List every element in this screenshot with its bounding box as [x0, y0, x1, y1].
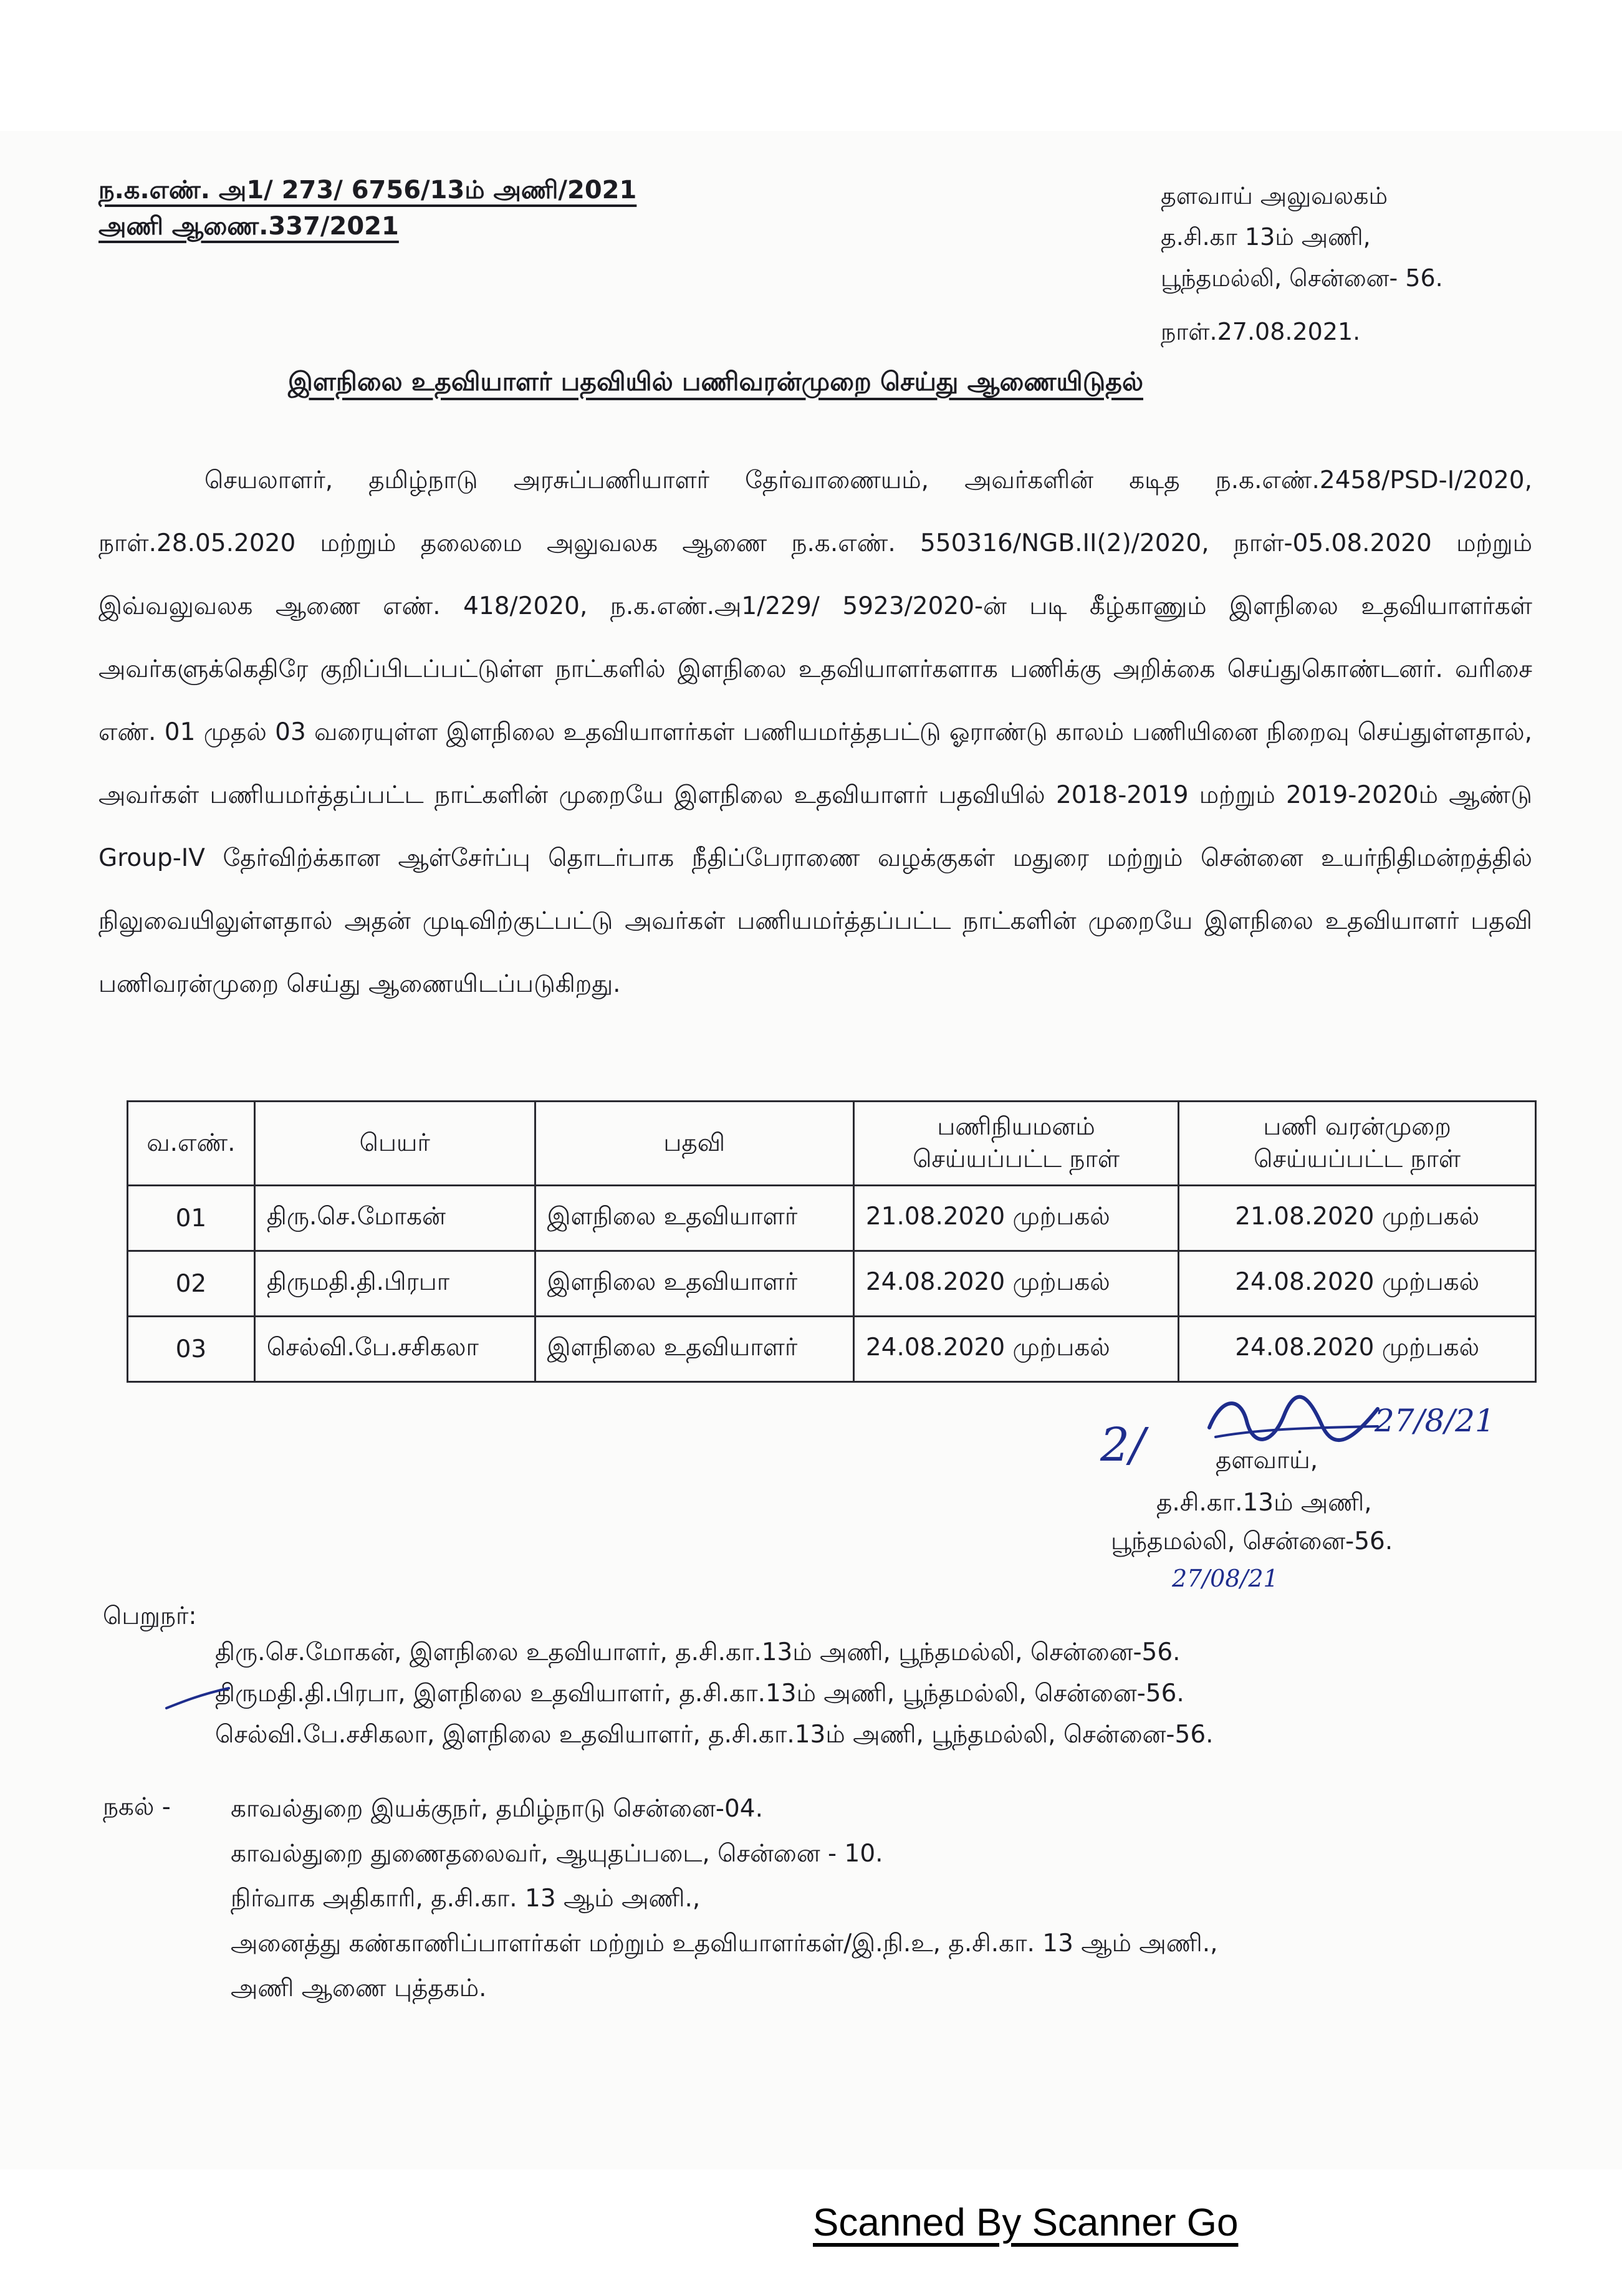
copy-item: நிர்வாக அதிகாரி, த.சி.கா. 13 ஆம் அணி., [231, 1885, 701, 1913]
body-paragraph [98, 449, 1532, 1016]
column-header-name: பெயர் [254, 1102, 535, 1186]
recipient-item: செல்வி.பே.சசிகலா, இளநிலை உதவியாளர், த.சி.கா.13ம் அணி, பூந்தமல்லி, சென்னை-56. [215, 1721, 1214, 1749]
cell-name: திரு.செ.மோகன் [254, 1186, 535, 1251]
recipient-item: திரு.செ.மோகன், இளநிலை உதவியாளர், த.சி.கா.13ம் அணி, பூந்தமல்லி, சென்னை-56. [215, 1638, 1181, 1666]
order-number: அணி ஆணை.337/2021 [98, 212, 399, 241]
cell-appointment-date: 21.08.2020 முற்பகல் [853, 1186, 1178, 1251]
cell-serial: 03 [128, 1317, 255, 1382]
table-row [128, 1186, 1536, 1251]
handwritten-mark: 2/ [1100, 1418, 1146, 1472]
cell-appointment-date: 24.08.2020 முற்பகல் [853, 1251, 1178, 1317]
cell-post: இளநிலை உதவியாளர் [535, 1317, 853, 1382]
copy-item: அனைத்து கண்காணிப்பாளர்கள் மற்றும் உதவியாளர்கள்/இ.நி.உ, த.சி.கா. 13 ஆம் அணி., [231, 1929, 1218, 1957]
copy-item: காவல்துறை இயக்குநர், தமிழ்நாடு சென்னை-04. [231, 1795, 764, 1823]
header-line: செய்யப்பட்ட நாள் [1254, 1145, 1461, 1173]
column-header-serial: வ.எண். [128, 1102, 255, 1186]
recipients-label: பெறுநர்: [103, 1602, 197, 1630]
copies-label: நகல் - [103, 1793, 171, 1821]
cell-serial: 02 [128, 1251, 255, 1317]
cell-post: இளநிலை உதவியாளர் [535, 1186, 853, 1251]
column-header-appointment-date [853, 1102, 1178, 1186]
tick-mark [163, 1683, 232, 1714]
cell-appointment-date: 24.08.2020 முற்பகல் [853, 1317, 1178, 1382]
table-header-row [128, 1102, 1536, 1186]
cell-post: இளநிலை உதவியாளர் [535, 1251, 853, 1317]
header-line: பணி வரன்முறை [1263, 1113, 1451, 1141]
cell-name: செல்வி.பே.சசிகலா [254, 1317, 535, 1382]
body-text: செயலாளர், தமிழ்நாடு அரசுப்பணியாளர் தேர்வாணையம், அவர்களின் கடித ந.க.எண்.2458/PSD-I/2020, நாள்.28.05.2020 மற்றும் தலைமை அலுவலக ஆணை ந.க.எண். 550316/NGB.II(2)/2020, நாள்-05.08.2020 மற்றும் இவ்வலுவலக ஆணை எண். 418/2020, ந.க.எண்.அ1/229/ 5923/2020-ன் படி கீழ்காணும் இளநிலை உதவியாளர்கள் அவர்களுக்கெதிரே குறிப்பிடப்பட்டுள்ள நாட்களில் இளநிலை உதவியாளர்களாக பணிக்கு அறிக்கை செய்துகொண்டனர். வரிசை எண். 01 முதல் 03 வரையுள்ள இளநிலை உதவியாளர்கள் பணியமர்த்தபட்டு ஓராண்டு காலம் பணியினை நிறைவு செய்துள்ளதால், அவர்கள் பணியமர்த்தப்பட்ட நாட்களின் முறையே இளநிலை உதவியாளர் பதவியில் 2018-2019 மற்றும் 2019-2020ம் ஆண்டு Group-IV தேர்விற்க்கான ஆள்சேர்ப்பு தொடர்பாக நீதிப்பேராணை வழக்குகள் மதுரை மற்றும் சென்னை உயர்நிதிமன்றத்தில் நிலுவையிலுள்ளதால் அதன் முடிவிற்குட்பட்டு அவர்கள் பணியமர்த்தப்பட்ட நாட்களின் முறையே இளநிலை உதவியாளர் பதவி பணிவரன்முறை செய்து ஆணையிடப்படுகிறது. [98, 466, 1532, 998]
order-date: நாள்.27.08.2021. [1161, 318, 1361, 345]
scanner-watermark: Scanned By Scanner Go [813, 2201, 1239, 2244]
document-title: இளநிலை உதவியாளர் பதவியில் பணிவரன்முறை செய்து ஆணையிடுதல் [288, 367, 1143, 396]
recipients-list [215, 1632, 1214, 1756]
recipient-item: திருமதி.தி.பிரபா, இளநிலை உதவியாளர், த.சி.கா.13ம் அணி, பூந்தமல்லி, சென்னை-56. [215, 1679, 1184, 1708]
reference-number: ந.க.எண். அ1/ 273/ 6756/13ம் அணி/2021 [98, 176, 637, 204]
copies-list [231, 1787, 1218, 2011]
initial-date: 27/08/21 [1172, 1565, 1279, 1592]
copy-item: அணி ஆணை புத்தகம். [231, 1974, 487, 2002]
signatory-unit: த.சி.கா.13ம் அணி, [1156, 1489, 1372, 1517]
header-line: பணிநியமனம் [937, 1113, 1095, 1141]
column-header-post: பதவி [535, 1102, 853, 1186]
cell-regularization-date: 24.08.2020 முற்பகல் [1179, 1317, 1536, 1382]
office-name: தளவாய் அலுவலகம் [1161, 182, 1388, 209]
table-row [128, 1317, 1536, 1382]
cell-serial: 01 [128, 1186, 255, 1251]
signatory-place: பூந்தமல்லி, சென்னை-56. [1111, 1527, 1393, 1555]
handwritten-date: 27/8/21 [1375, 1403, 1495, 1439]
regularization-table [127, 1100, 1537, 1383]
cell-regularization-date: 21.08.2020 முற்பகல் [1179, 1186, 1536, 1251]
office-place: பூந்தமல்லி, சென்னை- 56. [1161, 264, 1443, 292]
header-line: செய்யப்பட்ட நாள் [913, 1145, 1120, 1173]
column-header-regularization-date [1179, 1102, 1536, 1186]
signatory-designation: தளவாய், [1216, 1446, 1318, 1474]
copy-item: காவல்துறை துணைதலைவர், ஆயுதப்படை, சென்னை - 10. [231, 1840, 883, 1868]
table-row [128, 1251, 1536, 1317]
cell-regularization-date: 24.08.2020 முற்பகல் [1179, 1251, 1536, 1317]
office-unit: த.சி.கா 13ம் அணி, [1161, 223, 1371, 251]
cell-name: திருமதி.தி.பிரபா [254, 1251, 535, 1317]
